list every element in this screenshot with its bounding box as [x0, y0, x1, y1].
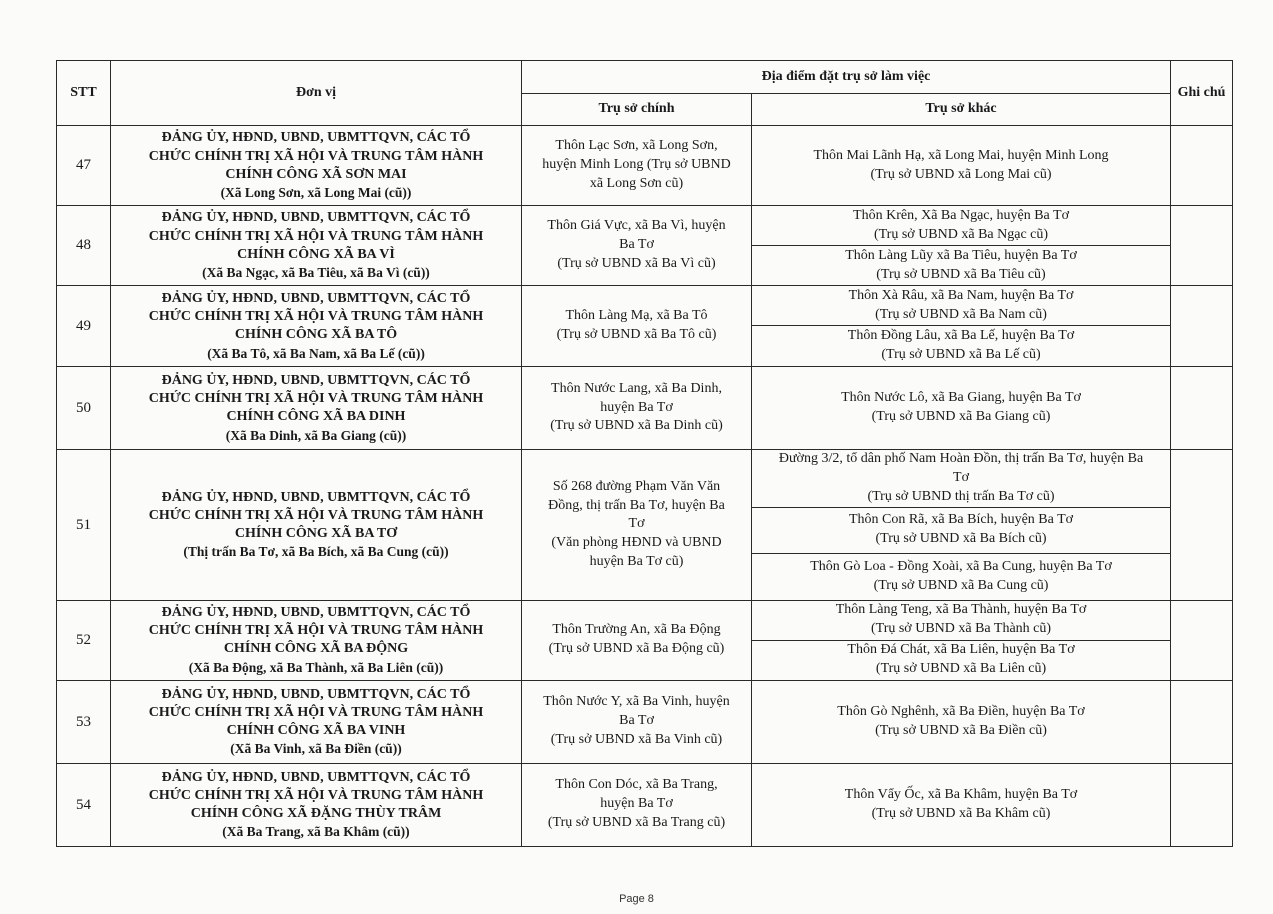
unit-name-line: CHỨC CHÍNH TRỊ XÃ HỘI VÀ TRUNG TÂM HÀNH [148, 623, 484, 639]
other-office-line: Thôn Mai Lãnh Hạ, xã Long Mai, huyện Minh Long [813, 147, 1109, 163]
row-unit [111, 286, 522, 367]
row-stt: 47 [57, 126, 111, 206]
unit-name-line: CHỨC CHÍNH TRỊ XÃ HỘI VÀ TRUNG TÂM HÀNH [148, 391, 484, 407]
other-office-line: Thôn Krên, Xã Ba Ngạc, huyện Ba Tơ [853, 207, 1069, 223]
row-unit [111, 763, 522, 846]
header-stt: STT [57, 61, 111, 126]
row-other-office [752, 246, 1171, 286]
row-unit [111, 206, 522, 286]
table-row [57, 450, 1233, 508]
main-office-line: Số 268 đường Phạm Văn Văn [552, 478, 721, 494]
row-other-office [752, 326, 1171, 367]
unit-name-line: ĐẢNG ỦY, HĐND, UBND, UBMTTQVN, CÁC TỔ [161, 489, 471, 505]
unit-former-communes: (Xã Ba Tô, xã Ba Nam, xã Ba Lế (cũ)) [207, 345, 425, 361]
main-office-line: Thôn Lạc Sơn, xã Long Sơn, [555, 138, 718, 154]
main-office-line: huyện Minh Long (Trụ sở UBND [542, 157, 731, 173]
other-office-line: Thôn Vẩy Ốc, xã Ba Khâm, huyện Ba Tơ [844, 786, 1078, 802]
row-stt: 51 [57, 450, 111, 601]
unit-name-line: ĐẢNG ỦY, HĐND, UBND, UBMTTQVN, CÁC TỔ [161, 290, 471, 306]
table-body [57, 126, 1233, 847]
other-office-line: Đường 3/2, tổ dân phố Nam Hoàn Đồn, thị trấn Ba Tơ, huyện Ba [778, 451, 1144, 466]
unit-name-line: CHÍNH CÔNG XÃ BA ĐỘNG [223, 641, 409, 657]
row-note [1171, 126, 1233, 206]
row-other-office [752, 367, 1171, 450]
other-office-line: Thôn Đồng Lâu, xã Ba Lế, huyện Ba Tơ [847, 328, 1075, 344]
row-unit [111, 450, 522, 601]
unit-name-line: CHỨC CHÍNH TRỊ XÃ HỘI VÀ TRUNG TÂM HÀNH [148, 507, 484, 523]
row-unit [111, 367, 522, 450]
unit-name-line: CHÍNH CÔNG XÃ SƠN MAI [225, 166, 407, 182]
row-stt: 54 [57, 763, 111, 846]
main-office-line: (Trụ sở UBND xã Ba Trang cũ) [547, 815, 726, 831]
main-office-line: Ba Tơ [619, 713, 654, 729]
other-office-line: (Trụ sở UBND xã Ba Lế cũ) [881, 347, 1041, 362]
unit-name-line: CHÍNH CÔNG XÃ BA DINH [226, 409, 406, 425]
other-office-line: Thôn Gò Loa - Đồng Xoài, xã Ba Cung, huyện Ba Tơ [810, 558, 1112, 574]
other-office-line: (Trụ sở UBND xã Ba Khâm cũ) [871, 805, 1051, 821]
row-note [1171, 367, 1233, 450]
row-main-office [522, 600, 752, 680]
row-other-office [752, 450, 1171, 508]
unit-former-communes: (Thị trấn Ba Tơ, xã Ba Bích, xã Ba Cung (cũ)) [183, 544, 449, 560]
row-other-office [752, 286, 1171, 326]
row-unit [111, 600, 522, 680]
row-note [1171, 450, 1233, 601]
row-unit [111, 126, 522, 206]
row-stt: 50 [57, 367, 111, 450]
row-other-office [752, 680, 1171, 763]
main-office-line: Đồng, thị trấn Ba Tơ, huyện Ba [548, 497, 725, 513]
row-stt: 48 [57, 206, 111, 286]
main-office-line: Tơ [628, 516, 645, 532]
header-unit: Đơn vị [111, 61, 522, 126]
main-office-line: Thôn Trường An, xã Ba Động [552, 622, 721, 638]
other-office-line: Thôn Làng Teng, xã Ba Thành, huyện Ba Tơ [835, 602, 1087, 618]
main-office-line: (Trụ sở UBND xã Ba Vinh cũ) [550, 732, 723, 748]
row-note [1171, 680, 1233, 763]
unit-name-line: CHỨC CHÍNH TRỊ XÃ HỘI VÀ TRUNG TÂM HÀNH [148, 228, 484, 244]
header-row [57, 61, 1233, 94]
other-office-line: Thôn Làng Lũy xã Ba Tiêu, huyện Ba Tơ [845, 247, 1077, 263]
main-office-line: Thôn Nước Lang, xã Ba Dinh, [551, 380, 722, 396]
table-row [57, 680, 1233, 763]
other-office-line: (Trụ sở UBND xã Ba Liên cũ) [875, 661, 1047, 677]
row-stt: 49 [57, 286, 111, 367]
row-main-office [522, 206, 752, 286]
main-office-line: xã Long Sơn cũ) [589, 175, 684, 191]
unit-name-line: CHỨC CHÍNH TRỊ XÃ HỘI VÀ TRUNG TÂM HÀNH [148, 704, 484, 720]
unit-name-line: CHỨC CHÍNH TRỊ XÃ HỘI VÀ TRUNG TÂM HÀNH [148, 787, 484, 803]
row-other-office [752, 206, 1171, 246]
main-office-line: huyện Ba Tơ [600, 399, 673, 415]
unit-name-line: CHÍNH CÔNG XÃ ĐẶNG THÙY TRÂM [190, 805, 442, 821]
row-stt: 52 [57, 600, 111, 680]
other-office-line: Thôn Gò Nghênh, xã Ba Điền, huyện Ba Tơ [837, 703, 1085, 719]
other-office-line: (Trụ sở UBND xã Ba Cung cũ) [873, 577, 1049, 593]
unit-name-line: ĐẢNG ỦY, HĐND, UBND, UBMTTQVN, CÁC TỔ [161, 769, 471, 785]
row-other-office [752, 600, 1171, 640]
row-stt: 53 [57, 680, 111, 763]
other-office-line: (Trụ sở UBND xã Ba Thành cũ) [870, 621, 1052, 637]
header-note: Ghi chú [1171, 61, 1233, 126]
row-main-office [522, 286, 752, 367]
main-office-line: Ba Tơ [619, 237, 654, 253]
other-office-line: Thôn Nước Lô, xã Ba Giang, huyện Ba Tơ [841, 390, 1081, 406]
main-office-line: huyện Ba Tơ cũ) [589, 554, 684, 570]
main-office-line: (Trụ sở UBND xã Ba Tô cũ) [556, 327, 717, 342]
unit-former-communes: (Xã Ba Dinh, xã Ba Giang (cũ)) [225, 427, 407, 443]
row-other-office [752, 507, 1171, 553]
row-other-office [752, 640, 1171, 680]
row-note [1171, 286, 1233, 367]
unit-name-line: CHÍNH CÔNG XÃ BA VÌ [237, 246, 395, 262]
unit-name-line: CHỨC CHÍNH TRỊ XÃ HỘI VÀ TRUNG TÂM HÀNH [148, 309, 484, 325]
row-main-office [522, 126, 752, 206]
main-office-line: huyện Ba Tơ [600, 796, 673, 812]
table-row [57, 367, 1233, 450]
unit-name-line: ĐẢNG ỦY, HĐND, UBND, UBMTTQVN, CÁC TỔ [161, 372, 471, 388]
row-note [1171, 600, 1233, 680]
page-number: Page 8 [619, 893, 654, 905]
other-office-line: (Trụ sở UBND xã Ba Nam cũ) [875, 306, 1047, 322]
unit-name-line: ĐẢNG ỦY, HĐND, UBND, UBMTTQVN, CÁC TỔ [161, 605, 471, 621]
table-row [57, 600, 1233, 640]
unit-former-communes: (Xã Ba Trang, xã Ba Khâm (cũ)) [222, 824, 410, 840]
unit-name-line: ĐẢNG ỦY, HĐND, UBND, UBMTTQVN, CÁC TỔ [161, 130, 471, 146]
other-office-line: Tơ [953, 469, 969, 485]
unit-name-line: CHÍNH CÔNG XÃ BA VINH [226, 722, 406, 738]
main-office-line: (Văn phòng HĐND và UBND [551, 535, 722, 551]
unit-former-communes: (Xã Ba Vinh, xã Ba Điền (cũ)) [230, 741, 402, 757]
other-office-line: (Trụ sở UBND xã Ba Tiêu cũ) [876, 266, 1046, 282]
row-main-office [522, 450, 752, 601]
offices-table [56, 60, 1233, 847]
other-office-line: Thôn Đá Chát, xã Ba Liên, huyện Ba Tơ [847, 642, 1075, 658]
other-office-line: (Trụ sở UBND xã Long Mai cũ) [870, 166, 1052, 182]
header-location: Địa điểm đặt trụ sở làm việc [522, 61, 1171, 94]
unit-name-line: ĐẢNG ỦY, HĐND, UBND, UBMTTQVN, CÁC TỔ [161, 210, 471, 226]
table-row [57, 206, 1233, 246]
main-office-line: Thôn Nước Y, xã Ba Vinh, huyện [543, 694, 730, 710]
main-office-line: (Trụ sở UBND xã Ba Dinh cũ) [550, 418, 723, 434]
main-office-line: (Trụ sở UBND xã Ba Động cũ) [548, 641, 725, 657]
main-office-line: (Trụ sở UBND xã Ba Vì cũ) [557, 255, 716, 271]
row-main-office [522, 763, 752, 846]
row-note [1171, 763, 1233, 846]
main-office-line: Thôn Con Dóc, xã Ba Trang, [555, 777, 718, 793]
other-office-line: (Trụ sở UBND xã Ba Giang cũ) [871, 409, 1051, 424]
other-office-line: (Trụ sở UBND xã Ba Ngạc cũ) [873, 226, 1049, 242]
other-office-line: Thôn Con Rã, xã Ba Bích, huyện Ba Tơ [848, 512, 1074, 528]
row-other-office [752, 763, 1171, 846]
unit-name-line: CHÍNH CÔNG XÃ BA TÔ [234, 327, 398, 343]
unit-former-communes: (Xã Ba Ngạc, xã Ba Tiêu, xã Ba Vì (cũ)) [202, 265, 430, 280]
other-office-line: (Trụ sở UBND xã Ba Bích cũ) [875, 531, 1047, 547]
table-row [57, 126, 1233, 206]
unit-former-communes: (Xã Long Sơn, xã Long Mai (cũ)) [220, 185, 412, 200]
table-row [57, 286, 1233, 326]
other-office-line: Thôn Xà Râu, xã Ba Nam, huyện Ba Tơ [848, 287, 1074, 303]
other-office-line: (Trụ sở UBND thị trấn Ba Tơ cũ) [867, 488, 1055, 504]
unit-name-line: CHỨC CHÍNH TRỊ XÃ HỘI VÀ TRUNG TÂM HÀNH [148, 148, 484, 164]
unit-former-communes: (Xã Ba Động, xã Ba Thành, xã Ba Liên (cũ)) [188, 659, 444, 675]
main-office-line: Thôn Làng Mạ, xã Ba Tô [565, 308, 708, 324]
other-office-line: (Trụ sở UBND xã Ba Điền cũ) [875, 722, 1047, 738]
row-main-office [522, 680, 752, 763]
unit-name-line: CHÍNH CÔNG XÃ BA TƠ [234, 526, 398, 542]
row-note [1171, 206, 1233, 286]
row-other-office [752, 553, 1171, 600]
row-other-office [752, 126, 1171, 206]
table-row [57, 763, 1233, 846]
header-other-office: Trụ sở khác [752, 94, 1171, 126]
row-unit [111, 680, 522, 763]
row-main-office [522, 367, 752, 450]
main-office-line: Thôn Giá Vực, xã Ba Vì, huyện [547, 218, 726, 234]
header-main-office: Trụ sở chính [522, 94, 752, 126]
unit-name-line: ĐẢNG ỦY, HĐND, UBND, UBMTTQVN, CÁC TỔ [161, 686, 471, 702]
